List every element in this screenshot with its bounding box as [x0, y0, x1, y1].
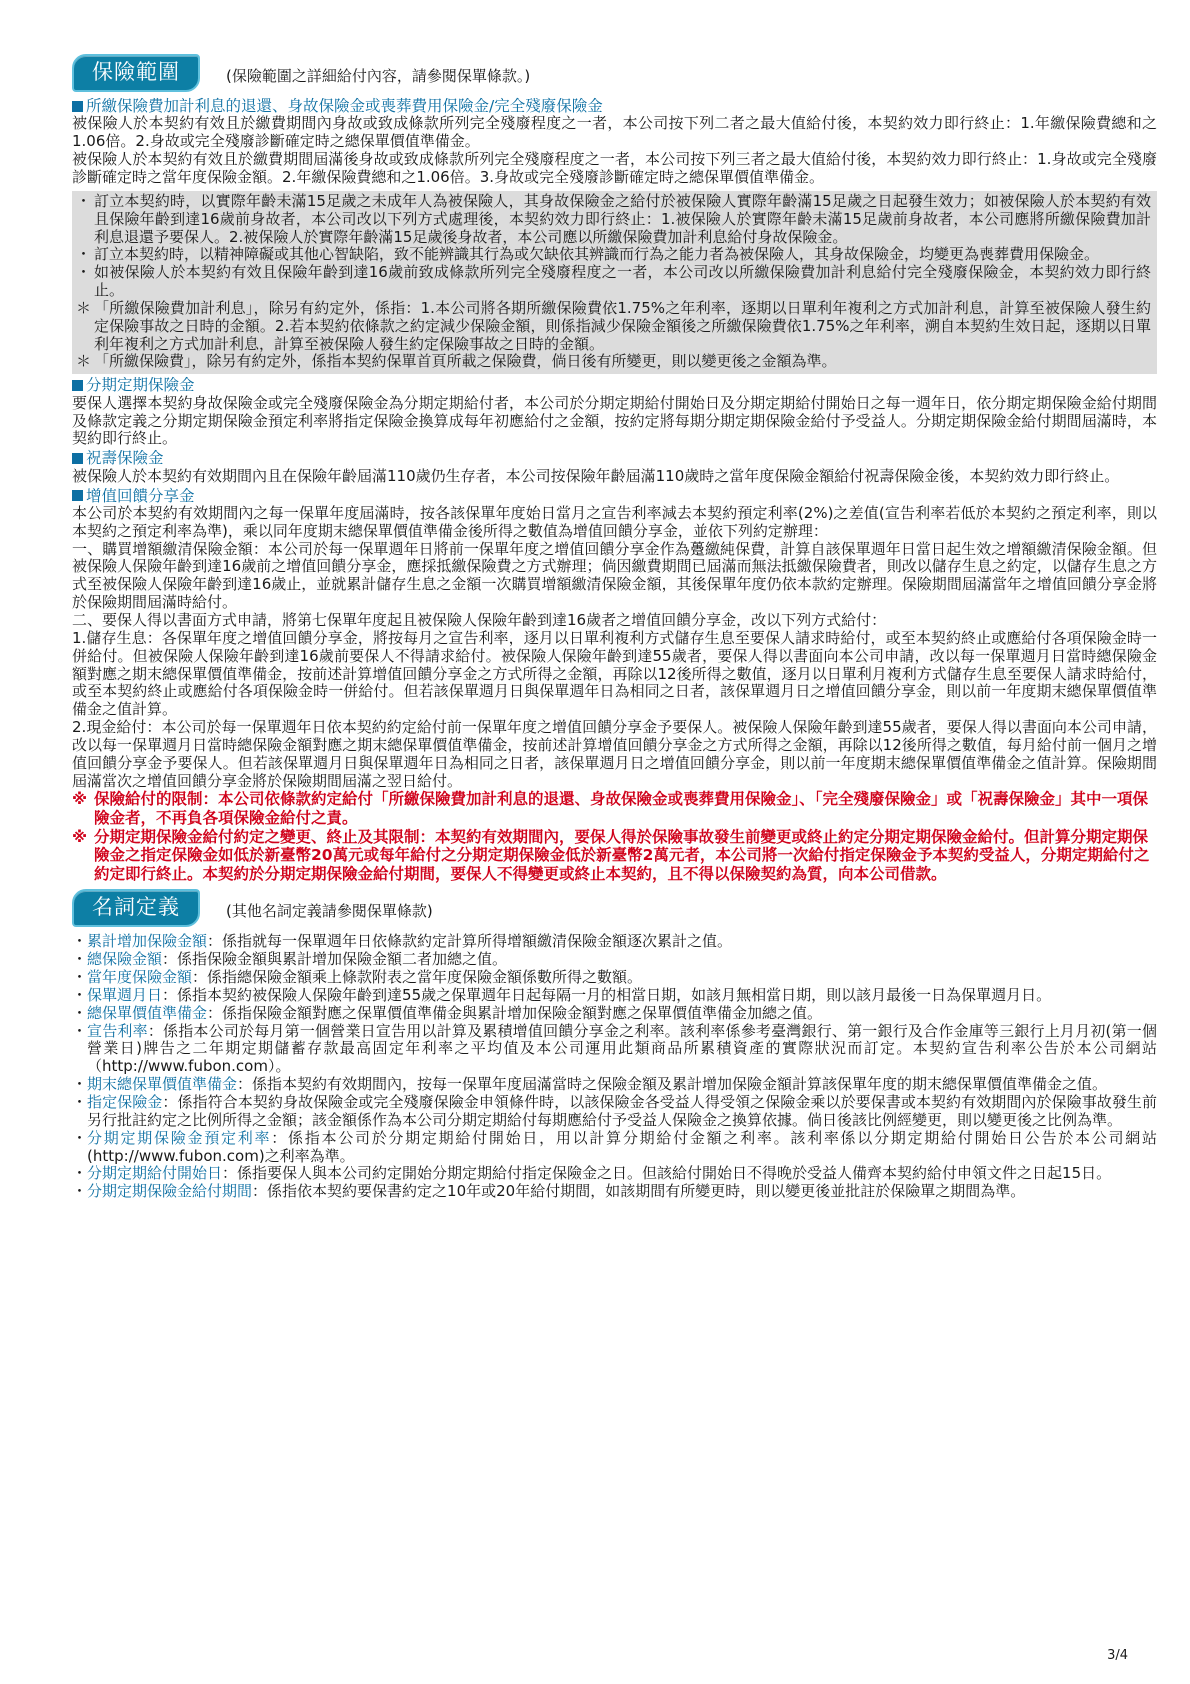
definition-item: ・ 總保單價值準備金：係指保險金額對應之保單價值準備金與累計增加保險金額對應之保單價值準備金加總之值。 — [72, 1003, 823, 1022]
warning-mark: ※ — [72, 790, 88, 809]
definition-term: 分期定期保險金給付期間 — [87, 1182, 253, 1201]
note-text: 訂立本契約時，以實際年齡未滿15足歲之未成年人為被保險人，其身故保險金之給付於被保險人實際年齡滿15足歲之日起發生效力；如被保險人於本契約有效且保險年齡到達16歲前身故者，本公司改以下列方式處理後，本契約效力即行終止：1.被保險人於實際年齡未滿15足歲前身故者，本公司應將所繳保險費加計利息退還予要保人。2.被保險人於實際年齡滿15足歲後身故者，本公司應以所繳保險費加計利息給付身故保險金。 — [94, 191, 1151, 246]
definition-desc: ：係指本契約被保險人保險年齡到達55歲之保單週年日起每隔一月的相當日期，如該月無相當日期，則以該月最後一日為保單週月日。 — [162, 985, 1052, 1004]
definition-term: 分期定期保險金預定利率 — [87, 1128, 272, 1147]
dividend-item-2: 二、要保人得以書面方式申請，將第七保單年度起且被保險人保險年齡到達16歲者之增值回饋分享金，改以下列方式給付： — [72, 611, 887, 629]
note-mark: ＊ — [76, 352, 92, 371]
dividend-item-2b: 2.現金給付：本公司於每一保單週年日依本契約約定給付前一保單年度之增值回饋分享金予要保人。被保險人保險年齡到達55歲者，要保人得以書面向本公司申請，改以每一保單週月日當時總保險金額對應之期末總保單價值準備金，按前述計算增值回饋分享金之方式所得之金額，再除以12後所得之數值，每月給付前一個月之增值回饋分享金予要保人。但若該保單週月日與保單週年日為相同之日者，該保單週月日之增值回饋分享金，則以前一年度期末總保單價值準備金之值計算。保險期間屆滿當次之增值回饋分享金將於保險期間屆滿之翌日給付。 — [72, 718, 1157, 790]
definition-desc: ：係指保險金額對應之保單價值準備金與累計增加保險金額對應之保單價值準備金加總之值。 — [207, 1003, 823, 1022]
installment-paragraph: 要保人選擇本契約身故保險金或完全殘廢保險金為分期定期給付者，本公司於分期定期給付開始日及分期定期給付開始日之每一週年日，依分期定期保險金給付期間及條款定義之分期定期保險金預定利率將指定保險金換算成每年初應給付之金額，按約定將每期分期定期保險金給付予受益人。分期定期保險金給付期間屆滿時，本契約即行終止。 — [72, 393, 1157, 448]
note-item — [76, 193, 1151, 247]
note-item — [76, 264, 1151, 300]
dividend-intro: 本公司於本契約有效期間內之每一保單年度屆滿時，按各該保單年度始日當月之宣告利率減去本契約預定利率(2%)之差值(宣告利率若低於本契約之預定利率，則以本契約之預定利率為準)，乘以同年度期末總保單價值準備金後所得之數值為增值回饋分享金，並依下列約定辦理： — [72, 503, 1157, 540]
square-bullet-icon — [72, 490, 83, 501]
installment-title: 分期定期保險金 — [86, 376, 195, 395]
note-item — [76, 300, 1151, 354]
definition-term: 分期定期給付開始日 — [87, 1164, 223, 1183]
definition-item: ・ 當年度保險金額：係指總保險金額乘上條款附表之當年度保險金額係數所得之數額。 — [72, 968, 643, 987]
definition-term: 總保單價值準備金 — [87, 1003, 208, 1022]
definition-desc: ：係指總保險金額乘上條款附表之當年度保險金額係數所得之數額。 — [192, 968, 643, 987]
square-bullet-icon — [72, 380, 83, 391]
definition-term: 總保險金額 — [87, 950, 163, 969]
definition-term: 指定保險金 — [87, 1093, 163, 1111]
warning-mark: ※ — [72, 827, 88, 846]
warning-text: 分期定期保險金給付約定之變更、終止及其限制：本契約有效期間內，要保人得於保險事故發生前變更或終止約定分期定期保險金給付。但計算分期定期保險金之指定保險金如低於新臺幣20萬元或每年給付之分期定期保險金低於新臺幣2萬元者，本公司將一次給付指定保險金予本契約受益人，分期定期給付之約定即行終止。本契約於分期定期保險金給付期間，要保人不得變更或終止本契約，且不得以保險契約為質，向本公司借款。 — [94, 827, 1150, 883]
refund-paragraph-1: 被保險人於本契約有效且於繳費期間內身故或致成條款所列完全殘廢程度之一者，本公司按下列二者之最大值給付後，本契約效力即行終止：1.年繳保險費總和之1.06倍。2.身故或完全殘廢診斷確定時之總保單價值準備金。 — [72, 114, 1157, 151]
note-text: 如被保險人於本契約有效且保險年齡到達16歲前致成條款所列完全殘廢程度之一者，本公司改以所繳保險費加計利息給付完全殘廢保險金，本契約效力即行終止。 — [94, 263, 1151, 300]
coverage-header — [72, 50, 1157, 96]
dividend-item-2a: 1.儲存生息：各保單年度之增值回饋分享金，將按每月之宣告利率，逐月以日單利複利方式儲存生息至要保人請求時給付，或至本契約終止或應給付各項保險金時一併給付。但被保險人保險年齡到達16歲前要保人不得請求給付。被保險人保險年齡到達55歲者，要保人得以書面向本公司申請，改以每一保單週月日當時總保險金額對應之期末總保單價值準備金，按前述計算增值回饋分享金之方式所得之金額，再除以12後所得之數值，逐月以日單利月複利方式儲存生息至要保人請求時給付，或至本契約終止或應給付各項保險金時一併給付。但若該保單週月日與保單週年日為相同之日者，該保單週月日之增值回饋分享金，則以前一年度期末總保單價值準備金之值計算。 — [72, 628, 1157, 719]
warning-item — [72, 790, 1157, 827]
definition-item: ・ 期末總保單價值準備金：係指本契約有效期間內，按每一保單年度屆滿當時之保險金額及累計增加保險金額計算該保單年度的期末總保單價值準備金之值。 — [72, 1075, 1108, 1094]
longevity-heading — [72, 449, 1157, 467]
definition-term: 保單週月日 — [87, 985, 163, 1004]
longevity-paragraph: 被保險人於本契約有效期間內且在保險年齡屆滿110歲仍生存者，本公司按保險年齡屆滿110歲時之當年度保險金額給付祝壽保險金後，本契約效力即行終止。 — [72, 466, 1120, 485]
definition-desc: ：係指本契約有效期間內，按每一保單年度屆滿當時之保險金額及累計增加保險金額計算該保單年度的期末總保單價值準備金之值。 — [237, 1075, 1108, 1094]
definition-desc: ：係指就每一保單週年日依條款約定計算所得增額繳清保險金額逐次累計之值。 — [207, 932, 733, 951]
definitions-list — [72, 933, 1157, 1201]
note-mark: ・ — [76, 245, 92, 264]
dividend-item-1: 一、購買增額繳清保險金額：本公司於每一保單週年日將前一保單年度之增值回饋分享金作為躉繳純保費，計算自該保單週年日當日起生效之增額繳清保險金額。但被保險人保險年齡到達16歲前之增值回饋分享金，應採抵繳保險費之方式辦理；倘因繳費期間已屆滿而無法抵繳保險費者，則改以儲存生息之約定，以儲存生息之方式至被保險人保險年齡到達16歲止，並就累計儲存生息之金額一次購買增額繳清保險金額，其後保單年度仍依本款約定辦理。保險期間屆滿當年之增值回饋分享金將於保險期間屆滿時給付。 — [72, 539, 1157, 612]
installment-heading — [72, 376, 1157, 394]
longevity-title: 祝壽保險金 — [86, 449, 164, 468]
definition-term: 當年度保險金額 — [87, 968, 193, 987]
square-bullet-icon — [72, 453, 83, 464]
definition-item: ・ 保單週月日：係指本契約被保險人保險年齡到達55歲之保單週年日起每隔一月的相當日期，如該月無相當日期，則以該月最後一日為保單週月日。 — [72, 985, 1052, 1004]
note-mark: ＊ — [76, 298, 92, 317]
definition-desc: ：係指依本契約要保書約定之10年或20年給付期間，如該期間有所變更時，則以變更後並批註於保險單之期間為準。 — [252, 1182, 1026, 1201]
definition-item: ・ 宣告利率：係指本公司於每月第一個營業日宣告用以計算及累積增值回饋分享金之利率。該利率係參考臺灣銀行、第一銀行及合作金庫等三銀行上月月初(第一個營業日)牌告之二年期定期儲蓄存款最高固定年利率之平均值及本公司運用此類商品所累積資產的實際狀況而訂定。本契約宣告利率公告於本公司網站（http://www.fubon.com）。 — [72, 1021, 1157, 1076]
definition-desc: ：係指保險金額與累計增加保險金額二者加總之值。 — [162, 950, 508, 969]
refund-title: 所繳保險費加計利息的退還、身故保險金或喪葬費用保險金/完全殘廢保險金 — [86, 97, 603, 115]
dividend-heading — [72, 487, 1157, 505]
note-text: 「所繳保險費加計利息」，除另有約定外，係指：1.本公司將各期所繳保險費依1.75%之年利率，逐期以日單利年複利之方式加計利息，計算至被保險人發生約定保險事故之日時的金額。2.若本契約依條款之約定減少保險金額，則係指減少保險金額後之所繳保險費依1.75%之年利率，溯自本契約生效日起，逐期以日單利年複利之方式加計利息，計算至被保險人發生約定保險事故之日時的金額。 — [94, 298, 1151, 353]
warning-item — [72, 828, 1157, 884]
definition-term: 期末總保單價值準備金 — [87, 1075, 238, 1094]
page-body — [72, 50, 1157, 1201]
refund-heading — [72, 97, 1157, 115]
definition-term: 宣告利率 — [87, 1021, 148, 1040]
coverage-note: (保險範圍之詳細給付內容，請參閱保單條款。) — [226, 67, 531, 86]
definition-term: 累計增加保險金額 — [87, 932, 208, 951]
note-mark: ・ — [76, 191, 92, 210]
note-mark: ・ — [76, 263, 92, 282]
note-item — [76, 246, 1151, 264]
definition-desc: ：係指符合本契約身故保險金或完全殘廢保險金申領條件時，以該保險金各受益人得受領之保險金乘以於要保書或本契約有效期間內於保險事故發生前另行批註約定之比例所得之金額；該金額係作為本公司分期定期給付每期應給付予受益人保險金之換算依據。倘日後該比例經變更，則以變更後之比例為準。 — [87, 1093, 1157, 1129]
coverage-notes-box — [72, 191, 1157, 374]
definition-item: ・ 指定保險金：係指符合本契約身故保險金或完全殘廢保險金申領條件時，以該保險金各受益人得受領之保險金乘以於要保書或本契約有效期間內於保險事故發生前另行批註約定之比例所得之金額；該金額係作為本公司分期定期給付每期應給付予受益人保險金之換算依據。倘日後該比例經變更，則以變更後之比例為準。 — [72, 1093, 1157, 1129]
note-item — [76, 353, 1151, 371]
definitions-title: 名詞定義 — [72, 889, 200, 927]
definition-item: ・ 累計增加保險金額：係指就每一保單週年日依條款約定計算所得增額繳清保險金額逐次累計之值。 — [72, 932, 733, 951]
definition-item: ・ 分期定期給付開始日：係指要保人與本公司約定開始分期定期給付指定保險金之日。但該給付開始日不得晚於受益人備齊本契約給付申領文件之日起15日。 — [72, 1164, 1112, 1183]
refund-paragraph-2: 被保險人於本契約有效且於繳費期間屆滿後身故或致成條款所列完全殘廢程度之一者，本公司按下列三者之最大值給付後，本契約效力即行終止：1.身故或完全殘廢診斷確定時之當年度保險金額。2.年繳保險費總和之1.06倍。3.身故或完全殘廢診斷確定時之總保單價值準備金。 — [72, 150, 1157, 186]
note-text: 訂立本契約時，以精神障礙或其他心智缺陷，致不能辨識其行為或欠缺依其辨識而行為之能力者為被保險人，其身故保險金，均變更為喪葬費用保險金。 — [94, 245, 1100, 264]
square-bullet-icon — [72, 101, 83, 112]
definitions-header — [72, 885, 1157, 931]
definition-desc: ：係指要保人與本公司約定開始分期定期給付指定保險金之日。但該給付開始日不得晚於受益人備齊本契約給付申領文件之日起15日。 — [222, 1164, 1112, 1183]
definition-item: ・ 分期定期保險金預定利率：係指本公司於分期定期給付開始日，用以計算分期給付金額之利率。該利率係以分期定期給付開始日公告於本公司網站(http://www.fubon.com)之利率為準。 — [72, 1128, 1157, 1165]
definition-desc: ：係指本公司於每月第一個營業日宣告用以計算及累積增值回饋分享金之利率。該利率係參考臺灣銀行、第一銀行及合作金庫等三銀行上月月初(第一個營業日)牌告之二年期定期儲蓄存款最高固定年利率之平均值及本公司運用此類商品所累積資產的實際狀況而訂定。本契約宣告利率公告於本公司網站（http://www.fubon.com）。 — [87, 1021, 1157, 1076]
dividend-title: 增值回饋分享金 — [86, 486, 195, 505]
coverage-title: 保險範圍 — [72, 54, 200, 92]
definitions-note: (其他名詞定義請參閱保單條款) — [226, 902, 433, 921]
page-number: 3/4 — [1107, 1648, 1128, 1663]
note-text: 「所繳保險費」，除另有約定外，係指本契約保單首頁所載之保險費，倘日後有所變更，則以變更後之金額為準。 — [94, 352, 837, 371]
definition-item: ・ 分期定期保險金給付期間：係指依本契約要保書約定之10年或20年給付期間，如該期間有所變更時，則以變更後並批註於保險單之期間為準。 — [72, 1182, 1026, 1201]
warning-text: 保險給付的限制：本公司依條款約定給付「所繳保險費加計利息的退還、身故保險金或喪葬費用保險金」、「完全殘廢保險金」或「祝壽保險金」其中一項保險金者，不再負各項保險金給付之責。 — [94, 790, 1149, 828]
definition-desc: ：係指本公司於分期定期給付開始日，用以計算分期給付金額之利率。該利率係以分期定期給付開始日公告於本公司網站(http://www.fubon.com)之利率為準。 — [87, 1128, 1157, 1165]
definition-item: ・ 總保險金額：係指保險金額與累計增加保險金額二者加總之值。 — [72, 950, 508, 969]
